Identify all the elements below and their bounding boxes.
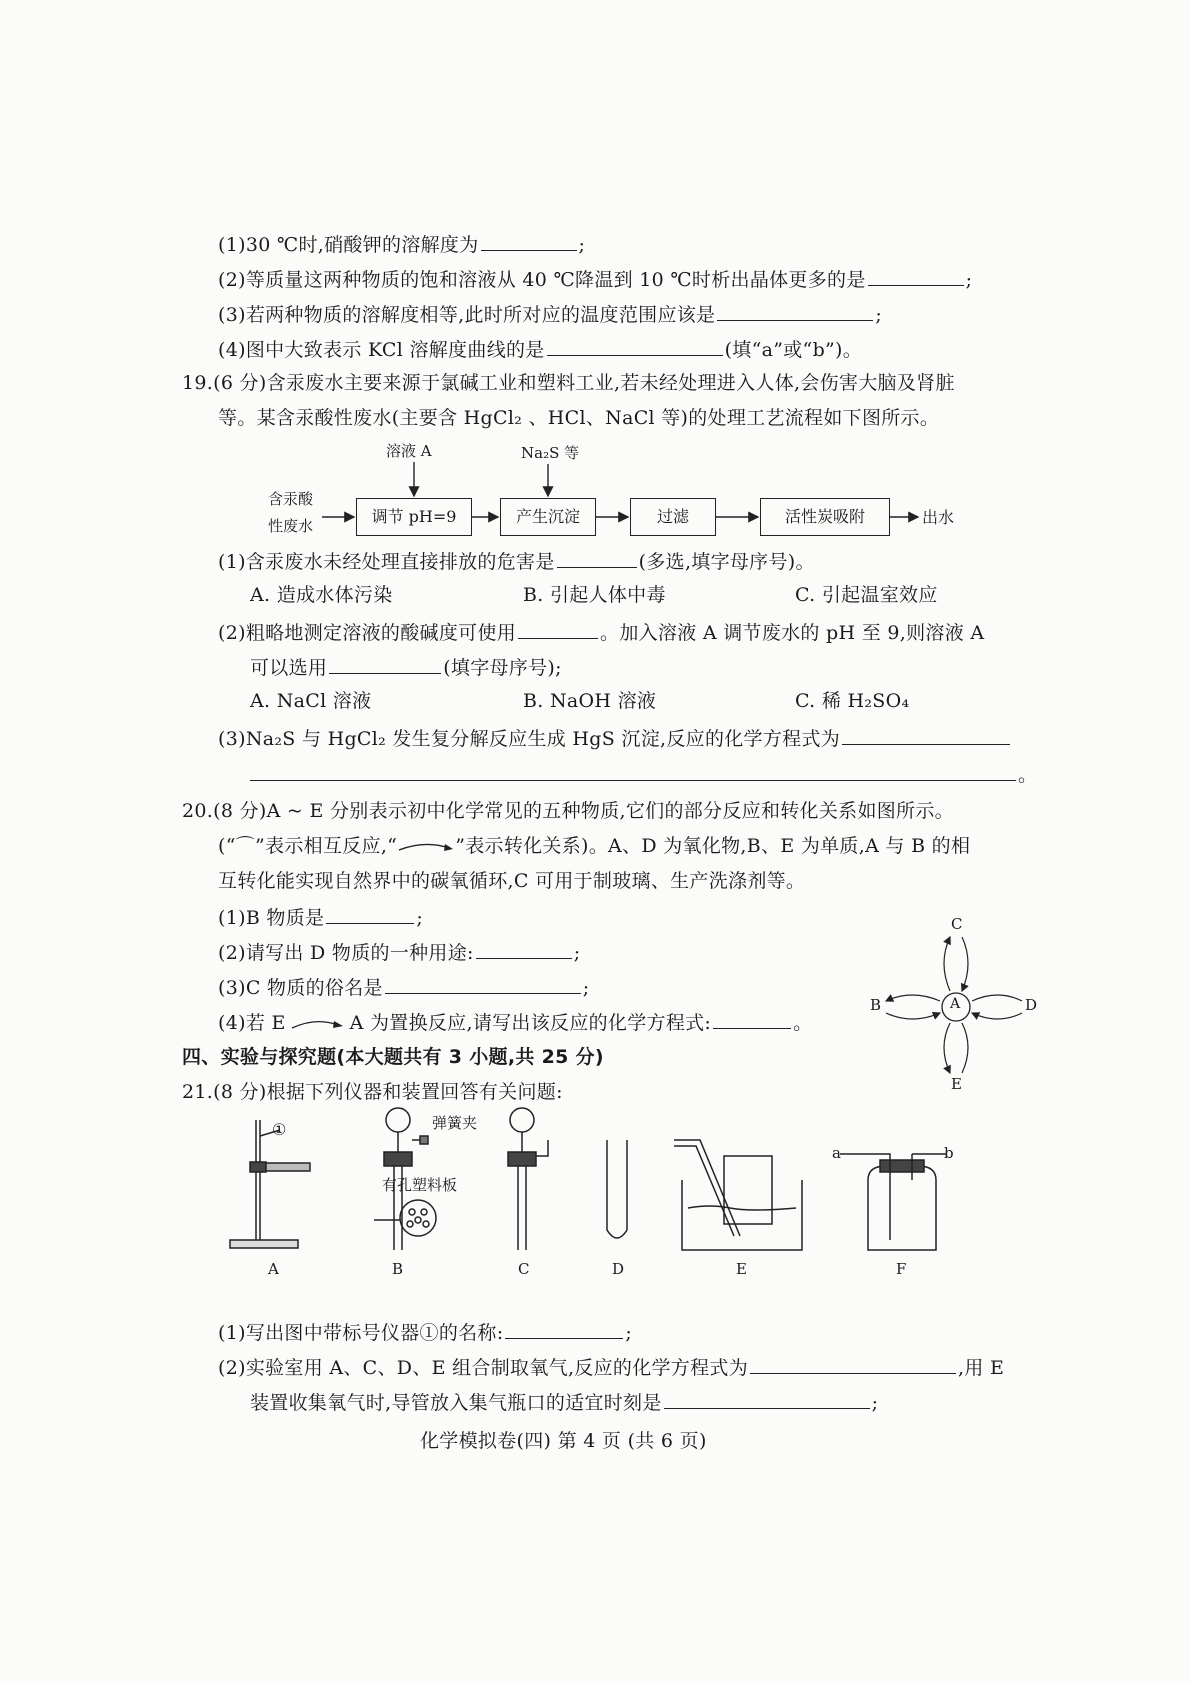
diagram-node-c: C [951,915,963,933]
q19-part2: (2)粗略地测定溶液的酸碱度可使用 。加入溶液 A 调节废水的 pH 至 9,则溶液 A [218,618,984,646]
water-trough-collection-icon [674,1140,802,1250]
label-apparatus-a: A [268,1260,279,1278]
conversion-arrow-icon [290,1017,346,1031]
label-apparatus-f: F [896,1260,907,1278]
diagram-node-a: A [950,996,961,1012]
label-apparatus-e: E [736,1260,747,1278]
q20-part2: (2)请写出 D 物质的一种用途: ; [218,938,580,966]
q20-relation-diagram [840,915,1040,1095]
q21-part2: (2)实验室用 A、C、D、E 组合制取氧气,反应的化学方程式为 ,用 E [218,1353,1004,1381]
q18-part1: (1)30 ℃时,硝酸钾的溶解度为 ; [218,230,585,258]
q19-part2-option-c: C. 稀 H₂SO₄ [795,690,910,712]
diagram-node-d: D [1025,996,1038,1014]
q20-heading-cont: (“⌒”表示相互反应,“ ”表示转化关系)。A、D 为氧化物,B、E 为单质,A 与 B 的相 [218,835,971,857]
diagram-arrows [840,915,1040,1095]
label-spring-clip: 弹簧夹 [432,1114,478,1132]
q20-part4: (4)若 E A 为置换反应,请写出该反应的化学方程式: 。 [218,1008,812,1036]
answer-blank[interactable] [326,903,414,924]
q18-part4: (4)图中大致表示 KCl 溶解度曲线的是 (填“a”或“b”)。 [218,335,862,363]
q18-part2: (2)等质量这两种物质的饱和溶液从 40 ℃降温到 10 ℃时析出晶体更多的是 ; [218,265,972,293]
label-circled-one: ① [272,1120,287,1139]
flow-input-bottom: 性废水 [268,517,314,535]
q19-part3-cont: 。 [250,760,1037,788]
q19-part3: (3)Na₂S 与 HgCl₂ 发生复分解反应生成 HgS 沉淀,反应的化学方程式为 [218,724,1012,752]
q19-part2-option-b: B. NaOH 溶液 [523,690,657,712]
q20-part1: (1)B 物质是 ; [218,903,423,931]
funnel-with-stopper-icon [508,1108,548,1250]
answer-blank[interactable] [505,1318,623,1339]
answer-blank[interactable] [557,547,637,568]
answer-blank[interactable] [385,973,581,994]
flow-output: 出水 [922,508,955,527]
section-heading: 四、实验与探究题(本大题共有 3 小题,共 25 分) [182,1046,604,1068]
q21-part1: (1)写出图中带标号仪器①的名称: ; [218,1318,632,1346]
q19-heading-cont: 等。某含汞酸性废水(主要含 HgCl₂ 、HCl、NaCl 等)的处理工艺流程如下图所示。 [218,407,940,429]
q18-part3: (3)若两种物质的溶解度相等,此时所对应的温度范围应该是 ; [218,300,882,328]
q21-apparatus-figure [0,1100,1191,1310]
q21-heading: 21.(8 分)根据下列仪器和装置回答有关问题: [182,1081,563,1103]
q19-part1-option-c: C. 引起温室效应 [795,584,938,606]
q19-part2-option-a: A. NaCl 溶液 [250,690,372,712]
q20-heading-cont2: 互转化能实现自然界中的碳氧循环,C 可用于制玻璃、生产洗涤剂等。 [218,870,806,892]
gas-washing-bottle-icon [840,1154,946,1250]
q20-heading: 20.(8 分)A ~ E 分别表示初中化学常见的五种物质,它们的部分反应和转化关系如图所示。 [182,800,954,822]
label-apparatus-c: C [518,1260,530,1278]
flow-box-precipitate: 产生沉淀 [500,498,596,536]
q19-part1-option-b: B. 引起人体中毒 [523,584,666,606]
diagram-node-e: E [951,1075,962,1093]
diagram-node-b: B [870,996,882,1014]
q21-part2-cont: 装置收集氧气时,导管放入集气瓶口的适宜时刻是 ; [250,1388,878,1416]
flow-box-adjust-ph: 调节 pH=9 [356,498,472,536]
conversion-arrow-icon [397,840,455,854]
q19-part2-cont: 可以选用 (填字母序号); [250,653,562,681]
test-tube-icon [607,1140,627,1238]
answer-blank[interactable] [713,1008,791,1029]
flow-arrows [0,0,1191,600]
flow-input-top: 含汞酸 [268,490,314,508]
answer-blank[interactable] [842,724,1010,745]
q19-part1-option-a: A. 造成水体污染 [250,584,393,606]
q20-part3: (3)C 物质的俗名是 ; [218,973,590,1001]
page-footer: 化学模拟卷(四) 第 4 页 (共 6 页) [420,1430,707,1452]
label-port-a: a [832,1144,841,1162]
flow-box-adsorb: 活性炭吸附 [760,498,890,536]
answer-blank[interactable] [664,1388,870,1409]
flow-reagent-a: 溶液 A [386,442,432,460]
q19-heading: 19.(6 分)含汞废水主要来源于氯碱工业和塑料工业,若未经处理进入人体,会伤害大脑及肾脏 [182,372,955,394]
label-port-b: b [944,1144,954,1162]
label-apparatus-d: D [612,1260,625,1278]
answer-blank[interactable] [518,618,598,639]
q19-part1: (1)含汞废水未经处理直接排放的危害是 (多选,填字母序号)。 [218,547,815,575]
flow-box-filter: 过滤 [630,498,716,536]
flow-reagent-na2s: Na₂S 等 [521,444,580,462]
diagram-center-circle [942,993,970,1021]
label-perforated-plate: 有孔塑料板 [382,1176,458,1194]
answer-blank[interactable] [250,760,1016,781]
iron-stand-icon [230,1120,310,1248]
answer-blank[interactable] [750,1353,956,1374]
answer-blank[interactable] [329,653,441,674]
label-apparatus-b: B [392,1260,404,1278]
answer-blank[interactable] [476,938,572,959]
apparatus-drawings [0,1100,1191,1310]
